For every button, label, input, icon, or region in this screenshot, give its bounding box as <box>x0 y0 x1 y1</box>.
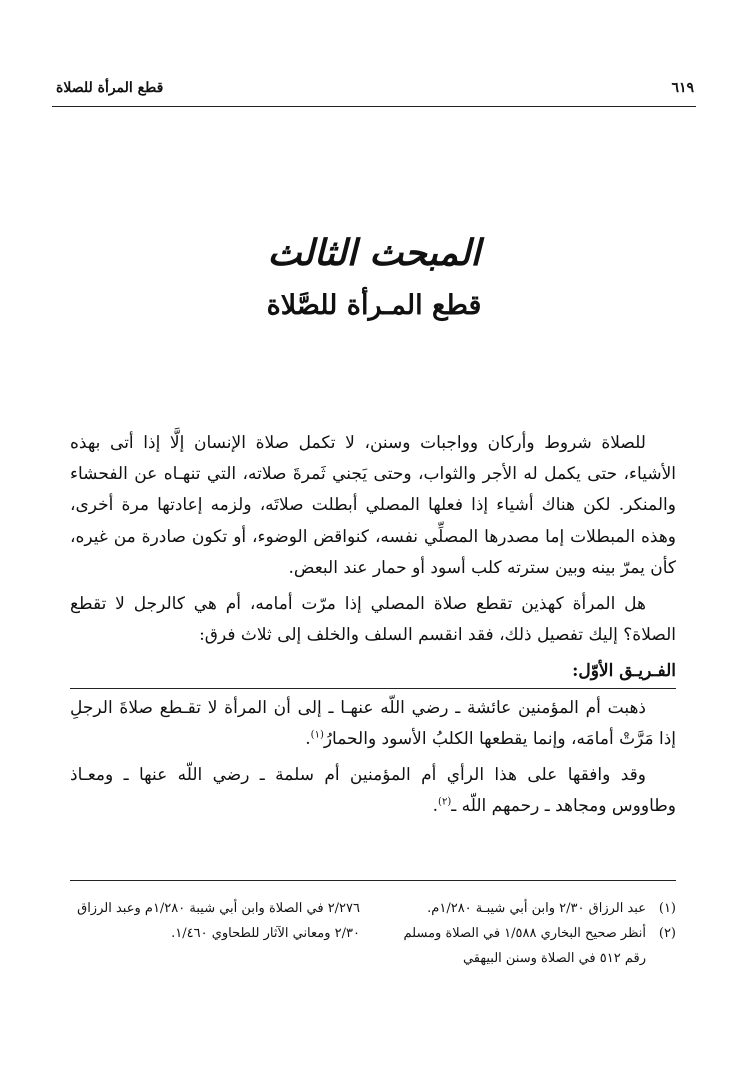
subheading-rule <box>70 688 676 689</box>
footnote-2-continuation: ٢/٢٧٦ في الصلاة وابن أبي شيبة ١/٢٨٠م وعبد الرزاق ٢/٣٠ ومعاني الآثار للطحاوي ١/٤٦٠. <box>77 901 360 941</box>
footnote-ref-1: (١) <box>310 729 324 741</box>
paragraph-3-end: . <box>305 728 311 749</box>
footnote-2 <box>386 921 676 971</box>
paragraph-4-text: وقد وافقها على هذا الرأي أم المؤمنين أم سلمة ـ رضي اللّه عنها ـ ومعـاذ وطاووس ومجاهد ـ رحمهم اللّه ـ <box>70 765 676 817</box>
running-chapter-title: قطع المرأة للصلاة <box>56 80 164 96</box>
section-heading: المبحث الثالث <box>267 232 481 274</box>
paragraph-2: هل المرأة كهذين تقطع صلاة المصلي إذا مرّت أمامه، أم هي كالرجل لا تقطع الصلاة؟ إليك تفصيل ذلك، فقد انقسم السلف والخلف إلى ثلاث فرق: <box>70 594 676 646</box>
footnote-2-marker: (٢) <box>658 926 676 941</box>
body-text <box>70 428 676 827</box>
footnote-ref-2: (٢) <box>438 796 452 808</box>
footnotes-column-left <box>70 896 360 946</box>
paragraph-1: للصلاة شروط وأركان وواجبات وسنن، لا تكمل صلاة الإنسان إلَّا إذا أتى بهذه الأشياء، حتى يكمل له الأجر والثواب، وحتى يَجني ثَمرةَ صلاته، التي تنهـاه عن الفحشاء والمنكر. لكن هناك أشياء إذا فعلها المصلي أبطلت صلاتَه، ولزمه إعادتها مرة أخرى، وهذه المبطلات إما مصدرها المصلِّي نفسه، كنواقض الوضوء، أو تكون صادرة من غيره، كأن يمرّ بينه وبين سترته كلب أسود أو حمار عند البعض. <box>70 433 676 578</box>
paragraph-4 <box>70 760 676 822</box>
header-rule <box>52 106 696 107</box>
footnote-1-marker: (١) <box>658 901 676 916</box>
paragraph-3 <box>70 693 676 755</box>
footnote-2-text: أنظر صحيح البخاري ١/٥٨٨ في الصلاة ومسلم رقم ٥١٢ في الصلاة وسنن البيهقي <box>403 926 646 966</box>
paragraph-4-end: . <box>432 796 439 817</box>
page-number: ٦١٩ <box>671 80 694 96</box>
paragraph-3-text: ذهبت أم المؤمنين عائشة ـ رضي اللّه عنهـا ـ إلى أن المرأة لا تقـطع صلاةَ الرجلِ إذا مَرَّتْ أمامَه، وإنما يقطعها الكلبُ الأسود والحمارُ <box>70 697 676 749</box>
footnote-rule <box>70 880 676 881</box>
footnote-1-text: عبد الرزاق ٢/٣٠ وابن أبي شيبـة ١/٢٨٠م. <box>427 901 646 916</box>
running-header <box>56 80 694 104</box>
subheading-first-group: الفـريـق الأوّل: <box>572 661 676 682</box>
footnotes-column-right <box>386 896 676 971</box>
section-title: قطع المـرأة للصَّلاة <box>266 290 482 321</box>
footnote-1 <box>386 896 676 921</box>
